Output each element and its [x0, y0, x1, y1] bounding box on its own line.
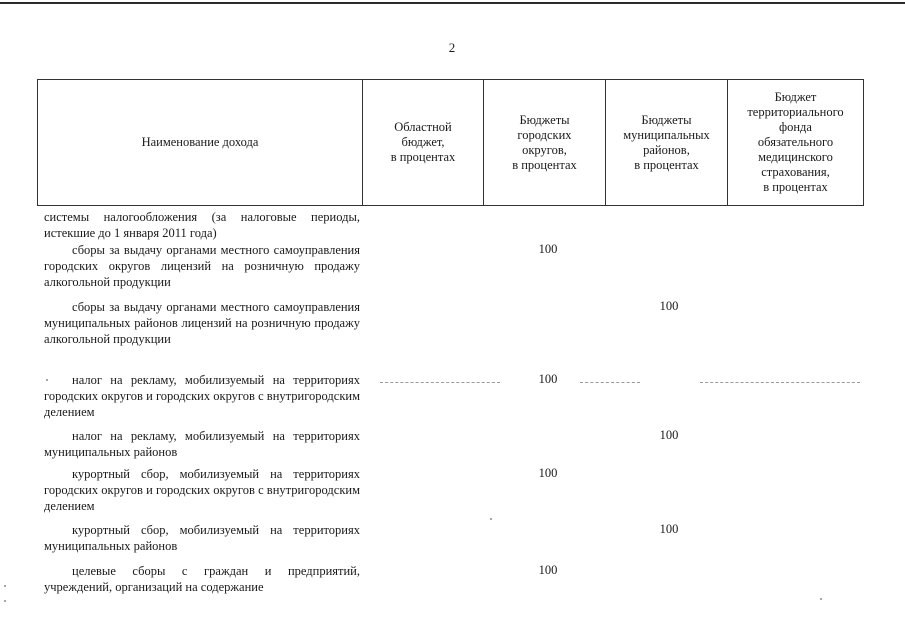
table-row-municipal-value: 100 [659, 522, 679, 536]
scan-artifact-line [580, 382, 640, 384]
scan-speck [820, 598, 822, 600]
top-rule [0, 2, 905, 4]
table-row-name: курортный сбор, мобилизуемый на территориях муниципальных районов [44, 523, 360, 553]
scan-artifact-line [700, 382, 860, 384]
table-row-name: курортный сбор, мобилизуемый на территориях городских округов и городских округов с внутригородским делением [44, 467, 360, 513]
table-row-name: сборы за выдачу органами местного самоуправления городских округов лицензий на розничную продажу алкогольной продукции [44, 243, 360, 289]
table-row-name: налог на рекламу, мобилизуемый на территориях городских округов и городских округов с внутригородским делением [44, 373, 360, 419]
scan-speck [4, 585, 6, 587]
table-row-city-value: 100 [538, 372, 558, 386]
table-row-city-value: 100 [538, 563, 558, 577]
header-regional-budget: Областной бюджет, в процентах [363, 80, 484, 205]
header-insurance-fund: Бюджет территориального фонда обязательного медицинского страхования, в процентах [747, 90, 844, 194]
table-row-city-value: 100 [538, 242, 558, 256]
scan-speck [46, 379, 48, 381]
table-row-name: налог на рекламу, мобилизуемый на территориях муниципальных районов [44, 429, 360, 459]
table-row-municipal-value: 100 [659, 299, 679, 313]
table-row-name: целевые сборы с граждан и предприятий, учреждений, организаций на содержание [44, 564, 360, 594]
table-row-city-value: 100 [538, 466, 558, 480]
scan-speck [490, 518, 492, 520]
header-city-budgets: Бюджеты городских округов, в процентах [484, 80, 606, 205]
table-header [37, 79, 864, 206]
table-row-municipal-value: 100 [659, 428, 679, 442]
table-row-name: сборы за выдачу органами местного самоуправления муниципальных районов лицензий на розничную продажу алкогольной продукции [44, 300, 360, 346]
header-municipal-budgets: Бюджеты муниципальных районов, в процентах [606, 80, 728, 205]
scan-artifact-line [380, 382, 500, 384]
scan-speck [4, 600, 6, 602]
header-income-name: Наименование дохода [38, 80, 363, 205]
page-number: 2 [448, 40, 456, 55]
table-row-name: системы налогообложения (за налоговые периоды, истекшие до 1 января 2011 года) [44, 210, 360, 240]
